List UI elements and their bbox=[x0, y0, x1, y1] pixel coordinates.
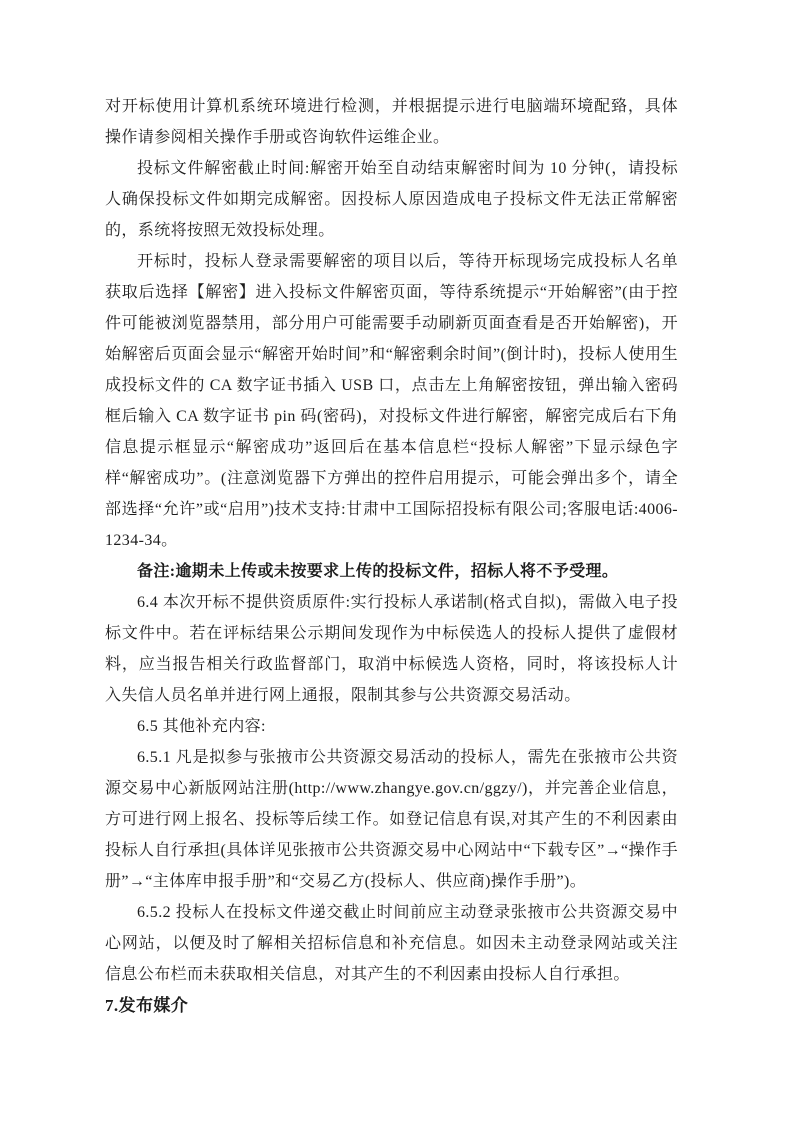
paragraph-decrypt-deadline: 投标文件解密截止时间:解密开始至自动结束解密时间为 10 分钟(，请投标人确保投标文件如期完成解密。因投标人原因造成电子投标文件无法正常解密的，系统将按照无效投标处理。 bbox=[105, 160, 678, 239]
paragraph-env-check-continuation: 对开标使用计算机系统环境进行检测，并根据提示进行电脑端环境配臵，具体操作请参阅相关操作手册或咨询软件运维企业。 bbox=[105, 98, 678, 146]
paragraph-6-5-2-website-login: 6.5.2 投标人在投标文件递交截止时间前应主动登录张掖市公共资源交易中心网站，以便及时了解相关招标信息和补充信息。如因未主动登录网站或关注信息公布栏而未获取相关信息，对其产生的不利因素由投标人自行承担。 bbox=[105, 904, 678, 983]
note-overdue-upload: 备注:逾期未上传或未按要求上传的投标文件，招标人将不予受理。 bbox=[137, 563, 619, 580]
paragraph-6-4-commitment: 6.4 本次开标不提供资质原件:实行投标人承诺制(格式自拟)，需做入电子投标文件中。若在评标结果公示期间发现作为中标侯选人的投标人提供了虚假材料，应当报告相关行政监督部门，取消中标候选人资格，同时，将该投标人计入失信人员名单并进行网上通报，限制其参与公共资源交易活动。 bbox=[105, 594, 678, 704]
paragraph-decrypt-procedure: 开标时，投标人登录需要解密的项目以后，等待开标现场完成投标人名单获取后选择【解密】进入投标文件解密页面，等待系统提示“开始解密”(由于控件可能被浏览器禁用，部分用户可能需要手动刷新页面查看是否开始解密)，开始解密后页面会显示“解密开始时间”和“解密剩余时间”(倒计时)，投标人使用生成投标文件的 CA 数字证书插入 USB 口，点击左上角解密按钮，弹出输入密码框后输入 CA 数字证书 pin 码(密码)，对投标文件进行解密，解密完成后右下角信息提示框显示“解密成功”返回后在基本信息栏“投标人解密”下显示绿色字样“解密成功”。(注意浏览器下方弹出的控件启用提示，可能会弹出多个，请全部选择“允许”或“启用”)技术支持:甘肃中工国际招投标有限公司;客服电话:4006-1234-34。 bbox=[105, 253, 678, 549]
heading-7-publish-media: 7.发布媒介 bbox=[105, 996, 189, 1015]
paragraph-6-5-1-registration: 6.5.1 凡是拟参与张掖市公共资源交易活动的投标人，需先在张掖市公共资源交易中心新版网站注册(http://www.zhangye.gov.cn/ggzy/)，并完善企业信息，方可进行网上报名、投标等后续工作。如登记信息有误,对其产生的不利因素由投标人自行承担(具体详见张掖市公共资源交易中心网站中“下载专区”→“操作手册”→“主体库申报手册”和“交易乙方(投标人、供应商)操作手册”)。 bbox=[105, 749, 678, 890]
paragraph-6-5-supplementary: 6.5 其他补充内容: bbox=[137, 718, 266, 735]
document-body bbox=[105, 91, 678, 1021]
